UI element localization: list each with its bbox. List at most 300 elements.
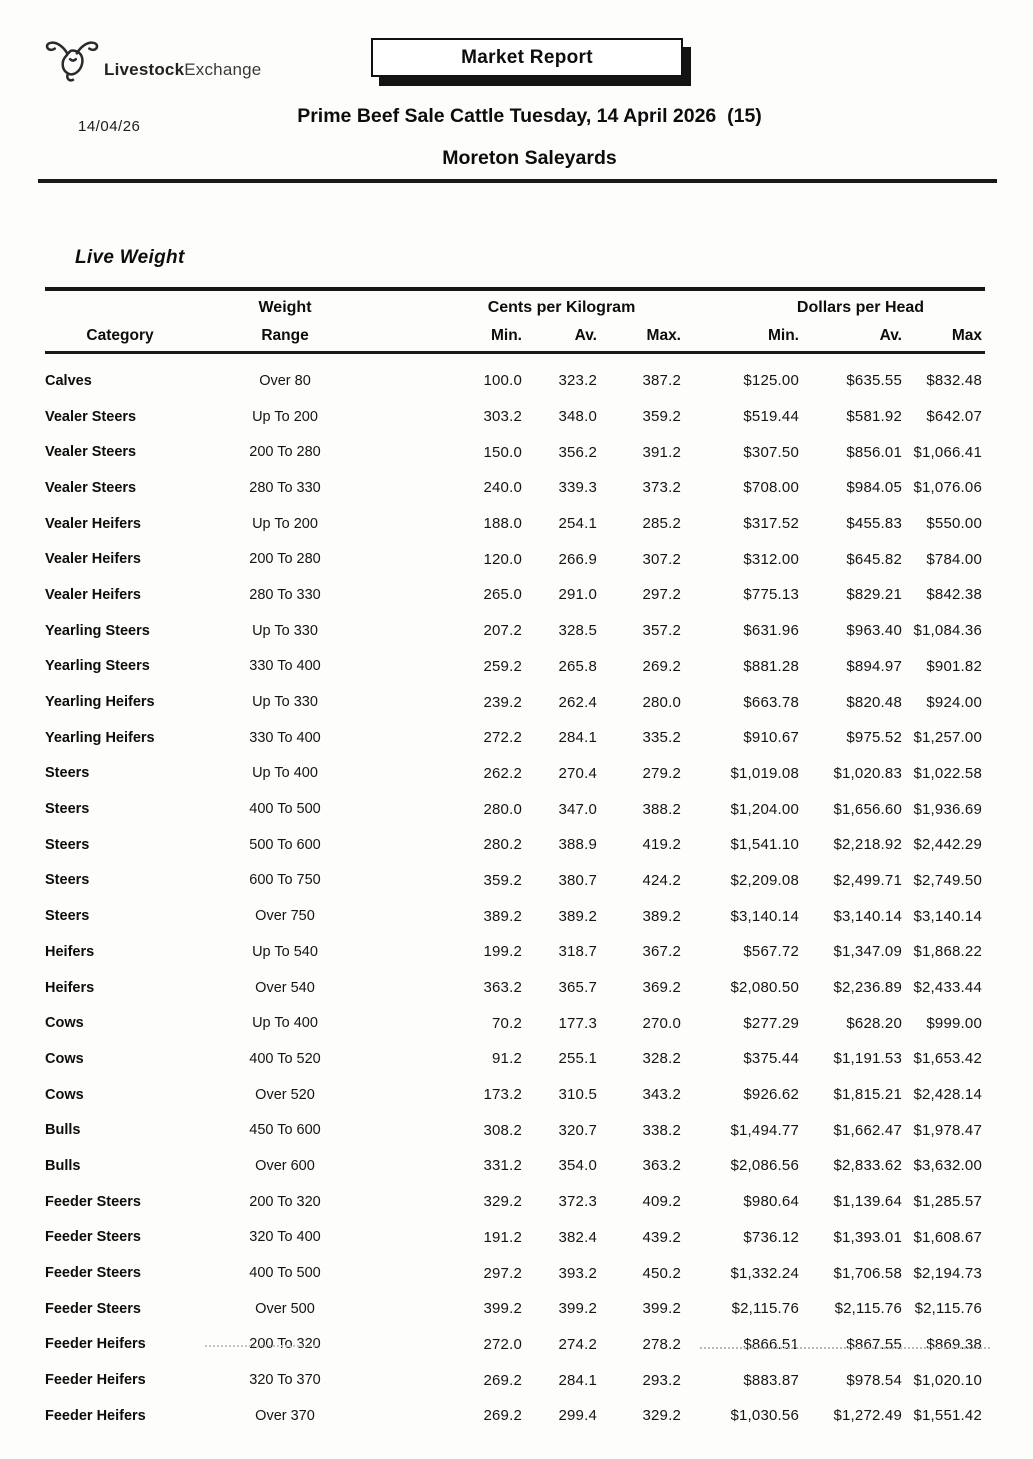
dollars-min-cell: $2,209.08 bbox=[730, 871, 799, 889]
dollars-max-cell: $1,608.67 bbox=[913, 1228, 982, 1246]
dollars-max-cell: $1,022.58 bbox=[913, 764, 982, 782]
cents-min-cell: 100.0 bbox=[483, 372, 522, 390]
dollars-max-cell: $1,653.42 bbox=[913, 1050, 982, 1068]
cents-av-cell: 393.2 bbox=[558, 1264, 597, 1282]
dollars-min-cell: $312.00 bbox=[743, 550, 799, 568]
dollars-min-cell: $375.44 bbox=[743, 1050, 799, 1068]
cents-av-cell: 399.2 bbox=[558, 1300, 597, 1318]
dollars-max-cell: $924.00 bbox=[926, 693, 982, 711]
cents-min-cell: 331.2 bbox=[483, 1157, 522, 1175]
scan-artifact bbox=[205, 1345, 315, 1347]
category-cell: Heifers bbox=[45, 979, 95, 996]
column-header-category: Category bbox=[86, 327, 154, 344]
table-row bbox=[45, 613, 985, 649]
dollars-min-cell: $631.96 bbox=[743, 622, 799, 640]
dollars-av-cell: $894.97 bbox=[846, 657, 902, 675]
dollars-min-cell: $2,086.56 bbox=[730, 1157, 799, 1175]
category-cell: Steers bbox=[45, 836, 90, 853]
cents-av-cell: 291.0 bbox=[558, 586, 597, 604]
weight-range-cell: Up To 330 bbox=[252, 694, 318, 711]
cents-min-cell: 91.2 bbox=[492, 1050, 522, 1068]
table-row bbox=[45, 791, 985, 827]
weight-range-cell: 330 To 400 bbox=[249, 729, 321, 746]
column-header-cents-av: Av. bbox=[574, 327, 597, 344]
cents-av-cell: 372.3 bbox=[558, 1193, 597, 1211]
cents-av-cell: 262.4 bbox=[558, 693, 597, 711]
column-header-cents-max: Max. bbox=[646, 327, 681, 344]
dollars-av-cell: $963.40 bbox=[846, 622, 902, 640]
table-column-header-row bbox=[45, 321, 985, 351]
group-header-dollars-per-head: Dollars per Head bbox=[796, 298, 925, 316]
dollars-max-cell: $550.00 bbox=[926, 515, 982, 533]
section-title-live-weight: Live Weight bbox=[75, 247, 185, 268]
cents-max-cell: 278.2 bbox=[642, 1335, 681, 1353]
dollars-max-cell: $2,194.73 bbox=[913, 1264, 982, 1282]
category-cell: Vealer Heifers bbox=[45, 515, 141, 532]
category-cell: Steers bbox=[45, 765, 90, 782]
category-cell: Cows bbox=[45, 1015, 84, 1032]
brand-name bbox=[104, 60, 261, 88]
cents-min-cell: 188.0 bbox=[483, 515, 522, 533]
weight-range-cell: Up To 400 bbox=[252, 1015, 318, 1032]
weight-range-cell: 280 To 330 bbox=[249, 586, 321, 603]
category-cell: Bulls bbox=[45, 1122, 81, 1139]
dollars-max-cell: $1,936.69 bbox=[913, 800, 982, 818]
dollars-min-cell: $736.12 bbox=[743, 1228, 799, 1246]
cents-av-cell: 177.3 bbox=[558, 1014, 597, 1032]
dollars-max-cell: $2,428.14 bbox=[913, 1086, 982, 1104]
cents-min-cell: 389.2 bbox=[483, 907, 522, 925]
dollars-av-cell: $2,115.76 bbox=[834, 1300, 902, 1318]
weight-range-cell: 400 To 500 bbox=[249, 1265, 321, 1282]
dollars-max-cell: $842.38 bbox=[926, 586, 982, 604]
dollars-min-cell: $775.13 bbox=[743, 586, 799, 604]
dollars-av-cell: $856.01 bbox=[846, 443, 902, 461]
dollars-av-cell: $829.21 bbox=[846, 586, 902, 604]
dollars-max-cell: $2,433.44 bbox=[913, 979, 982, 997]
weight-range-cell: 400 To 500 bbox=[249, 801, 321, 818]
cents-min-cell: 269.2 bbox=[483, 1371, 522, 1389]
column-header-dollars-av: Av. bbox=[879, 327, 902, 344]
market-report-label: Market Report bbox=[461, 46, 593, 68]
dollars-max-cell: $1,285.57 bbox=[913, 1193, 982, 1211]
cents-max-cell: 357.2 bbox=[642, 622, 681, 640]
dollars-max-cell: $642.07 bbox=[926, 408, 982, 426]
weight-range-cell: Over 600 bbox=[255, 1157, 315, 1174]
table-row bbox=[45, 1398, 985, 1434]
brand-livestock: Livestock bbox=[104, 60, 185, 79]
cents-max-cell: 270.0 bbox=[642, 1014, 681, 1032]
column-header-weight: Weight bbox=[258, 298, 312, 316]
dollars-min-cell: $910.67 bbox=[743, 729, 799, 747]
category-cell: Yearling Steers bbox=[45, 622, 150, 639]
cents-av-cell: 270.4 bbox=[558, 764, 597, 782]
cents-max-cell: 424.2 bbox=[642, 871, 681, 889]
dollars-av-cell: $1,347.09 bbox=[833, 943, 902, 961]
dollars-min-cell: $980.64 bbox=[743, 1193, 799, 1211]
table-row bbox=[45, 827, 985, 863]
column-header-dollars-min: Min. bbox=[768, 327, 799, 344]
cents-av-cell: 389.2 bbox=[558, 907, 597, 925]
cents-min-cell: 120.0 bbox=[483, 550, 522, 568]
category-cell: Heifers bbox=[45, 943, 95, 960]
dollars-av-cell: $1,706.58 bbox=[833, 1264, 902, 1282]
cents-min-cell: 240.0 bbox=[483, 479, 522, 497]
cents-max-cell: 439.2 bbox=[642, 1228, 681, 1246]
cents-min-cell: 207.2 bbox=[483, 622, 522, 640]
dollars-max-cell: $2,749.50 bbox=[913, 871, 982, 889]
dollars-min-cell: $881.28 bbox=[743, 657, 799, 675]
table-row bbox=[45, 863, 985, 899]
cents-av-cell: 339.3 bbox=[558, 479, 597, 497]
weight-range-cell: 330 To 400 bbox=[249, 658, 321, 675]
table-group-header-row bbox=[45, 294, 985, 321]
column-header-dollars-max: Max bbox=[951, 327, 982, 344]
table-row bbox=[45, 1077, 985, 1113]
weight-range-cell: Up To 400 bbox=[252, 765, 318, 782]
cents-av-cell: 388.9 bbox=[558, 836, 597, 854]
dollars-av-cell: $2,218.92 bbox=[833, 836, 902, 854]
report-title: Prime Beef Sale Cattle Tuesday, 14 April 2026 (15) bbox=[297, 105, 762, 127]
dollars-max-cell: $1,076.06 bbox=[913, 479, 982, 497]
weight-range-cell: Over 80 bbox=[259, 372, 311, 389]
category-cell: Feeder Heifers bbox=[45, 1372, 146, 1389]
cents-max-cell: 328.2 bbox=[642, 1050, 681, 1068]
cents-min-cell: 173.2 bbox=[483, 1086, 522, 1104]
table-row bbox=[45, 1362, 985, 1398]
dollars-av-cell: $1,139.64 bbox=[833, 1193, 902, 1211]
weight-range-cell: Over 370 bbox=[255, 1407, 315, 1424]
cents-min-cell: 359.2 bbox=[483, 871, 522, 889]
dollars-min-cell: $1,541.10 bbox=[730, 836, 799, 854]
dollars-min-cell: $567.72 bbox=[743, 943, 799, 961]
cents-av-cell: 320.7 bbox=[558, 1121, 597, 1139]
cents-min-cell: 199.2 bbox=[483, 943, 522, 961]
dollars-max-cell: $3,632.00 bbox=[913, 1157, 982, 1175]
dollars-min-cell: $866.51 bbox=[743, 1335, 799, 1353]
weight-range-cell: Over 500 bbox=[255, 1300, 315, 1317]
table-row bbox=[45, 506, 985, 542]
weight-range-cell: Up To 540 bbox=[252, 943, 318, 960]
cents-av-cell: 323.2 bbox=[558, 372, 597, 390]
table-row bbox=[45, 1327, 985, 1363]
dollars-av-cell: $1,662.47 bbox=[833, 1121, 902, 1139]
weight-range-cell: Up To 200 bbox=[252, 515, 318, 532]
dollars-min-cell: $307.50 bbox=[743, 443, 799, 461]
cents-max-cell: 369.2 bbox=[642, 979, 681, 997]
dollars-max-cell: $869.38 bbox=[926, 1335, 982, 1353]
category-cell: Steers bbox=[45, 872, 90, 889]
dollars-max-cell: $832.48 bbox=[926, 372, 982, 390]
cents-min-cell: 329.2 bbox=[483, 1193, 522, 1211]
dollars-min-cell: $1,204.00 bbox=[730, 800, 799, 818]
table-row bbox=[45, 720, 985, 756]
table-row bbox=[45, 1112, 985, 1148]
market-report-banner bbox=[371, 38, 683, 77]
cents-max-cell: 307.2 bbox=[642, 550, 681, 568]
weight-range-cell: 280 To 330 bbox=[249, 479, 321, 496]
category-cell: Vealer Steers bbox=[45, 479, 137, 496]
table-body bbox=[45, 354, 985, 1434]
cents-min-cell: 303.2 bbox=[483, 408, 522, 426]
dollars-min-cell: $1,494.77 bbox=[730, 1121, 799, 1139]
dollars-av-cell: $645.82 bbox=[846, 550, 902, 568]
dollars-max-cell: $1,066.41 bbox=[913, 443, 982, 461]
cents-max-cell: 388.2 bbox=[642, 800, 681, 818]
dollars-av-cell: $1,656.60 bbox=[833, 800, 902, 818]
dollars-av-cell: $581.92 bbox=[846, 408, 902, 426]
cents-av-cell: 274.2 bbox=[558, 1335, 597, 1353]
category-cell: Vealer Heifers bbox=[45, 586, 141, 603]
category-cell: Yearling Heifers bbox=[45, 694, 155, 711]
table-row bbox=[45, 1291, 985, 1327]
dollars-max-cell: $1,868.22 bbox=[913, 943, 982, 961]
cents-max-cell: 343.2 bbox=[642, 1086, 681, 1104]
cents-max-cell: 285.2 bbox=[642, 515, 681, 533]
dollars-min-cell: $317.52 bbox=[743, 515, 799, 533]
dollars-min-cell: $125.00 bbox=[743, 372, 799, 390]
cents-min-cell: 262.2 bbox=[483, 764, 522, 782]
cents-max-cell: 367.2 bbox=[642, 943, 681, 961]
cents-av-cell: 255.1 bbox=[558, 1050, 597, 1068]
cents-max-cell: 338.2 bbox=[642, 1121, 681, 1139]
cents-av-cell: 365.7 bbox=[558, 979, 597, 997]
livestock-exchange-logo bbox=[44, 38, 261, 88]
category-cell: Calves bbox=[45, 372, 92, 389]
table-row bbox=[45, 577, 985, 613]
table-row bbox=[45, 541, 985, 577]
cents-max-cell: 279.2 bbox=[642, 764, 681, 782]
category-cell: Vealer Heifers bbox=[45, 551, 141, 568]
dollars-max-cell: $999.00 bbox=[926, 1014, 982, 1032]
cents-av-cell: 265.8 bbox=[558, 657, 597, 675]
dollars-max-cell: $784.00 bbox=[926, 550, 982, 568]
cents-max-cell: 409.2 bbox=[642, 1193, 681, 1211]
cents-min-cell: 259.2 bbox=[483, 657, 522, 675]
dollars-min-cell: $1,030.56 bbox=[730, 1407, 799, 1425]
dollars-max-cell: $1,978.47 bbox=[913, 1121, 982, 1139]
table-row bbox=[45, 1041, 985, 1077]
cents-max-cell: 363.2 bbox=[642, 1157, 681, 1175]
cents-max-cell: 419.2 bbox=[642, 836, 681, 854]
dollars-min-cell: $883.87 bbox=[743, 1371, 799, 1389]
column-header-cents-min: Min. bbox=[491, 327, 522, 344]
category-cell: Steers bbox=[45, 908, 90, 925]
dollars-max-cell: $1,020.10 bbox=[913, 1371, 982, 1389]
weight-range-cell: 600 To 750 bbox=[249, 872, 321, 889]
cents-av-cell: 380.7 bbox=[558, 871, 597, 889]
dollars-av-cell: $1,020.83 bbox=[833, 764, 902, 782]
cents-max-cell: 359.2 bbox=[642, 408, 681, 426]
dollars-min-cell: $277.29 bbox=[743, 1014, 799, 1032]
weight-range-cell: 200 To 320 bbox=[249, 1336, 321, 1353]
category-cell: Feeder Heifers bbox=[45, 1336, 146, 1353]
cents-min-cell: 280.2 bbox=[483, 836, 522, 854]
dollars-av-cell: $2,833.62 bbox=[833, 1157, 902, 1175]
dollars-max-cell: $3,140.14 bbox=[913, 907, 982, 925]
dollars-av-cell: $984.05 bbox=[846, 479, 902, 497]
table-row bbox=[45, 399, 985, 435]
weight-range-cell: 320 To 370 bbox=[249, 1372, 321, 1389]
cents-min-cell: 272.2 bbox=[483, 729, 522, 747]
brand-exchange: Exchange bbox=[184, 60, 262, 79]
table-row bbox=[45, 1184, 985, 1220]
dollars-max-cell: $1,551.42 bbox=[913, 1407, 982, 1425]
dollars-av-cell: $820.48 bbox=[846, 693, 902, 711]
table-row bbox=[45, 363, 985, 399]
cents-av-cell: 299.4 bbox=[558, 1407, 597, 1425]
dollars-av-cell: $1,393.01 bbox=[833, 1228, 902, 1246]
cents-max-cell: 293.2 bbox=[642, 1371, 681, 1389]
table-row bbox=[45, 649, 985, 685]
dollars-av-cell: $2,236.89 bbox=[833, 979, 902, 997]
category-cell: Feeder Steers bbox=[45, 1265, 141, 1282]
cents-max-cell: 387.2 bbox=[642, 372, 681, 390]
dollars-min-cell: $1,332.24 bbox=[730, 1264, 799, 1282]
cents-min-cell: 265.0 bbox=[483, 586, 522, 604]
cents-av-cell: 347.0 bbox=[558, 800, 597, 818]
cents-max-cell: 269.2 bbox=[642, 657, 681, 675]
weight-range-cell: Over 540 bbox=[255, 979, 315, 996]
cents-av-cell: 348.0 bbox=[558, 408, 597, 426]
cents-min-cell: 280.0 bbox=[483, 800, 522, 818]
table-row bbox=[45, 434, 985, 470]
cents-max-cell: 373.2 bbox=[642, 479, 681, 497]
dollars-av-cell: $1,272.49 bbox=[833, 1407, 902, 1425]
report-date: 14/04/26 bbox=[78, 118, 141, 135]
category-cell: Yearling Steers bbox=[45, 658, 150, 675]
cents-av-cell: 284.1 bbox=[558, 729, 597, 747]
cents-av-cell: 356.2 bbox=[558, 443, 597, 461]
category-cell: Yearling Heifers bbox=[45, 729, 155, 746]
table-row bbox=[45, 684, 985, 720]
table-row bbox=[45, 1148, 985, 1184]
weight-range-cell: Over 750 bbox=[255, 908, 315, 925]
dollars-max-cell: $1,257.00 bbox=[913, 729, 982, 747]
table-top-border bbox=[45, 287, 985, 291]
cents-min-cell: 363.2 bbox=[483, 979, 522, 997]
cents-av-cell: 310.5 bbox=[558, 1086, 597, 1104]
cents-av-cell: 266.9 bbox=[558, 550, 597, 568]
cents-av-cell: 354.0 bbox=[558, 1157, 597, 1175]
dollars-max-cell: $2,115.76 bbox=[914, 1300, 982, 1318]
scan-artifact bbox=[700, 1347, 990, 1349]
category-cell: Feeder Steers bbox=[45, 1229, 141, 1246]
dollars-av-cell: $867.55 bbox=[846, 1335, 902, 1353]
category-cell: Cows bbox=[45, 1050, 84, 1067]
column-header-range: Range bbox=[261, 327, 309, 344]
header-divider bbox=[38, 179, 997, 183]
dollars-min-cell: $926.62 bbox=[743, 1086, 799, 1104]
table-row bbox=[45, 1220, 985, 1256]
weight-range-cell: 200 To 320 bbox=[249, 1193, 321, 1210]
dollars-min-cell: $663.78 bbox=[743, 693, 799, 711]
table-row bbox=[45, 970, 985, 1006]
cents-min-cell: 272.0 bbox=[483, 1335, 522, 1353]
cents-min-cell: 399.2 bbox=[483, 1300, 522, 1318]
dollars-av-cell: $3,140.14 bbox=[833, 907, 902, 925]
dollars-av-cell: $1,815.21 bbox=[833, 1086, 902, 1104]
dollars-min-cell: $519.44 bbox=[743, 408, 799, 426]
cents-min-cell: 150.0 bbox=[483, 443, 522, 461]
dollars-max-cell: $2,442.29 bbox=[913, 836, 982, 854]
table-row bbox=[45, 756, 985, 792]
weight-range-cell: Up To 200 bbox=[252, 408, 318, 425]
weight-range-cell: 200 To 280 bbox=[249, 551, 321, 568]
dollars-av-cell: $975.52 bbox=[846, 729, 902, 747]
group-header-cents-per-kilogram: Cents per Kilogram bbox=[487, 298, 636, 316]
cents-av-cell: 382.4 bbox=[558, 1228, 597, 1246]
cents-min-cell: 70.2 bbox=[492, 1014, 522, 1032]
table-row bbox=[45, 898, 985, 934]
weight-range-cell: 320 To 400 bbox=[249, 1229, 321, 1246]
cents-av-cell: 318.7 bbox=[558, 943, 597, 961]
table-row bbox=[45, 934, 985, 970]
dollars-min-cell: $1,019.08 bbox=[730, 764, 799, 782]
dollars-av-cell: $635.55 bbox=[846, 372, 902, 390]
weight-range-cell: Up To 330 bbox=[252, 622, 318, 639]
cents-min-cell: 297.2 bbox=[483, 1264, 522, 1282]
cents-max-cell: 329.2 bbox=[642, 1407, 681, 1425]
weight-range-cell: Over 520 bbox=[255, 1086, 315, 1103]
cents-av-cell: 328.5 bbox=[558, 622, 597, 640]
category-cell: Vealer Steers bbox=[45, 408, 137, 425]
cents-min-cell: 191.2 bbox=[483, 1228, 522, 1246]
live-weight-table bbox=[45, 287, 985, 1434]
cents-av-cell: 284.1 bbox=[558, 1371, 597, 1389]
dollars-min-cell: $3,140.14 bbox=[730, 907, 799, 925]
category-cell: Feeder Steers bbox=[45, 1300, 141, 1317]
cents-max-cell: 280.0 bbox=[642, 693, 681, 711]
dollars-min-cell: $2,080.50 bbox=[730, 979, 799, 997]
cents-max-cell: 335.2 bbox=[642, 729, 681, 747]
weight-range-cell: 400 To 520 bbox=[249, 1050, 321, 1067]
cents-max-cell: 297.2 bbox=[642, 586, 681, 604]
dollars-max-cell: $1,084.36 bbox=[913, 622, 982, 640]
dollars-av-cell: $628.20 bbox=[846, 1014, 902, 1032]
cents-min-cell: 239.2 bbox=[483, 693, 522, 711]
category-cell: Cows bbox=[45, 1086, 84, 1103]
category-cell: Steers bbox=[45, 801, 90, 818]
table-row bbox=[45, 1255, 985, 1291]
dollars-av-cell: $978.54 bbox=[846, 1371, 902, 1389]
cents-min-cell: 308.2 bbox=[483, 1121, 522, 1139]
dollars-av-cell: $1,191.53 bbox=[833, 1050, 902, 1068]
table-row bbox=[45, 1005, 985, 1041]
bull-icon bbox=[44, 38, 102, 88]
cents-max-cell: 399.2 bbox=[642, 1300, 681, 1318]
dollars-min-cell: $2,115.76 bbox=[731, 1300, 799, 1318]
saleyard-name: Moreton Saleyards bbox=[442, 147, 617, 169]
cents-av-cell: 254.1 bbox=[558, 515, 597, 533]
dollars-av-cell: $2,499.71 bbox=[833, 871, 902, 889]
cents-max-cell: 389.2 bbox=[642, 907, 681, 925]
cents-max-cell: 450.2 bbox=[642, 1264, 681, 1282]
dollars-av-cell: $455.83 bbox=[846, 515, 902, 533]
cents-min-cell: 269.2 bbox=[483, 1407, 522, 1425]
category-cell: Bulls bbox=[45, 1157, 81, 1174]
dollars-max-cell: $901.82 bbox=[926, 657, 982, 675]
cents-max-cell: 391.2 bbox=[642, 443, 681, 461]
category-cell: Feeder Steers bbox=[45, 1193, 141, 1210]
category-cell: Vealer Steers bbox=[45, 444, 137, 461]
weight-range-cell: 500 To 600 bbox=[249, 836, 321, 853]
dollars-min-cell: $708.00 bbox=[743, 479, 799, 497]
weight-range-cell: 200 To 280 bbox=[249, 444, 321, 461]
category-cell: Feeder Heifers bbox=[45, 1407, 146, 1424]
table-row bbox=[45, 470, 985, 506]
weight-range-cell: 450 To 600 bbox=[249, 1122, 321, 1139]
